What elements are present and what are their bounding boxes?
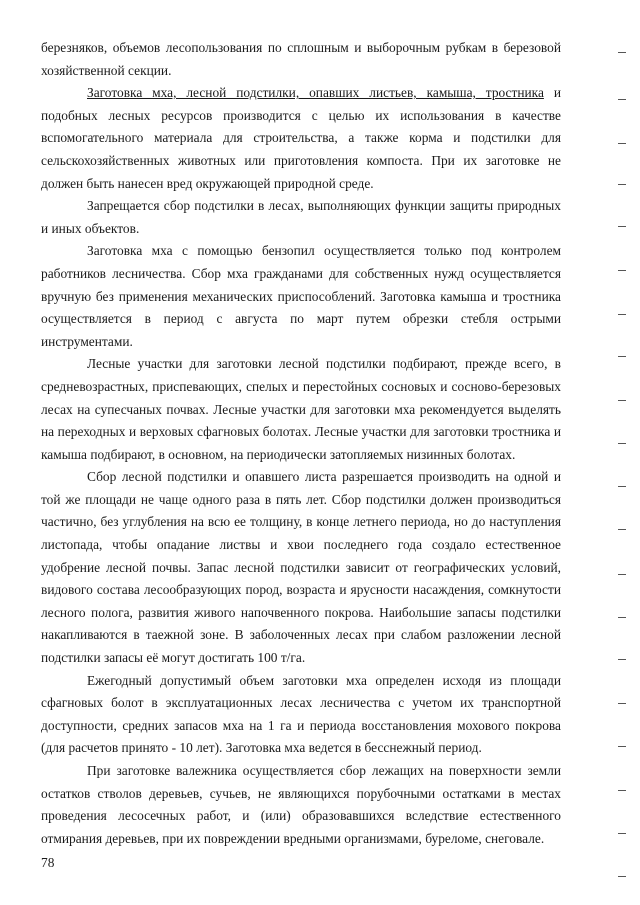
underlined-heading-text: Заготовка мха, лесной подстилки, опавших листьев, камыша, тростника — [87, 85, 544, 101]
paragraph-deadwood: При заготовке валежника осуществляется сбор лежащих на поверхности земли остатков стволов деревьев, сучьев, не являющихся порубочными остатками в местах проведения лесосечных работ, и (или) образовавшихся вследствие естественного отмирания деревьев, при их повреждении вредными организмами, буреломе, снеговале. — [41, 763, 561, 846]
paragraph-litter-collection: Сбор лесной подстилки и опавшего листа разрешается производить на одной и той же площади не чаще одного раза в пять лет. Сбор подстилки должен производиться частично, без углубления на всю ее толщину, в конце летнего периода, но до наступления листопада, чтобы опадание листвы и хвои последнего года создало естественное удобрение лесной почвы. Запас лесной подстилки зависит от географических условий, видового состава лесообразующих пород, возраста и ярусности насаждения, сомкнутости лесного полога, развития живого напочвенного покрова. Наибольшие запасы подстилки накапливаются в таежной зоне. В заболоченных лесах при слабом разложении лесной подстилки запасы её могут достигать 100 т/га. — [41, 469, 561, 666]
page-number: 78 — [41, 855, 55, 870]
paragraph-moss-harvest — [41, 82, 561, 195]
margin-mark — [618, 400, 626, 401]
margin-mark — [618, 99, 626, 100]
paragraph-moss-tools: Заготовка мха с помощью бензопил осуществляется только под контролем работников лесничества. Сбор мха гражданами для собственных нужд осуществляется вручную без применения механических приспособлений. Заготовка камыша и тростника осуществляется в период с августа по март путем обрезки стебля острыми инструментами. — [41, 243, 561, 349]
margin-mark — [618, 314, 626, 315]
margin-mark — [618, 226, 626, 227]
margin-mark — [618, 574, 626, 575]
margin-mark — [618, 617, 626, 618]
margin-mark — [618, 270, 626, 271]
paragraph-forest-plots: Лесные участки для заготовки лесной подстилки подбирают, прежде всего, в средневозрастных, приспевающих, спелых и перестойных сосновых и сосново-березовых лесах на супесчаных почвах. Лесные участки для заготовки мха рекомендуется выделять на переходных и верховых сфагновых болотах. Лесные участки для заготовки тростника и камыша подбирают, в основном, на периодически затопляемых низинных болотах. — [41, 356, 561, 462]
margin-mark — [618, 52, 626, 53]
margin-mark — [618, 659, 626, 660]
paragraph-text: и подобных лесных ресурсов производится с целью их использования в качестве вспомогательного материала для строительства, а также корма и подстилки для сельскохозяйственных животных или приготовления компоста. При их заготовке не должен быть нанесен вред окружающей природной среде. — [41, 85, 562, 191]
paragraph-continuation: березняков, объемов лесопользования по сплошным и выборочным рубкам в березовой хозяйственной секции. — [41, 40, 561, 78]
margin-mark — [618, 486, 626, 487]
margin-mark — [618, 529, 626, 530]
scan-margin-marks — [610, 0, 640, 905]
margin-mark — [618, 703, 626, 704]
margin-mark — [618, 833, 626, 834]
margin-mark — [618, 790, 626, 791]
margin-mark — [618, 443, 626, 444]
margin-mark — [618, 184, 626, 185]
paragraph-annual-volume: Ежегодный допустимый объем заготовки мха определен исходя из площади сфагновых болот в эксплуатационных лесах лесничества с учетом их транспортной доступности, средних запасов мха на 1 га и периода восстановления мохового покрова (для расчетов принято - 10 лет). Заготовка мха ведется в бесснежный период. — [41, 672, 561, 756]
margin-mark — [618, 143, 626, 144]
margin-mark — [618, 746, 626, 747]
margin-mark — [618, 876, 626, 877]
paragraph-litter-ban: Запрещается сбор подстилки в лесах, выполняющих функции защиты природных и иных объектов. — [41, 198, 561, 236]
margin-mark — [618, 356, 626, 357]
body-text — [41, 37, 561, 850]
